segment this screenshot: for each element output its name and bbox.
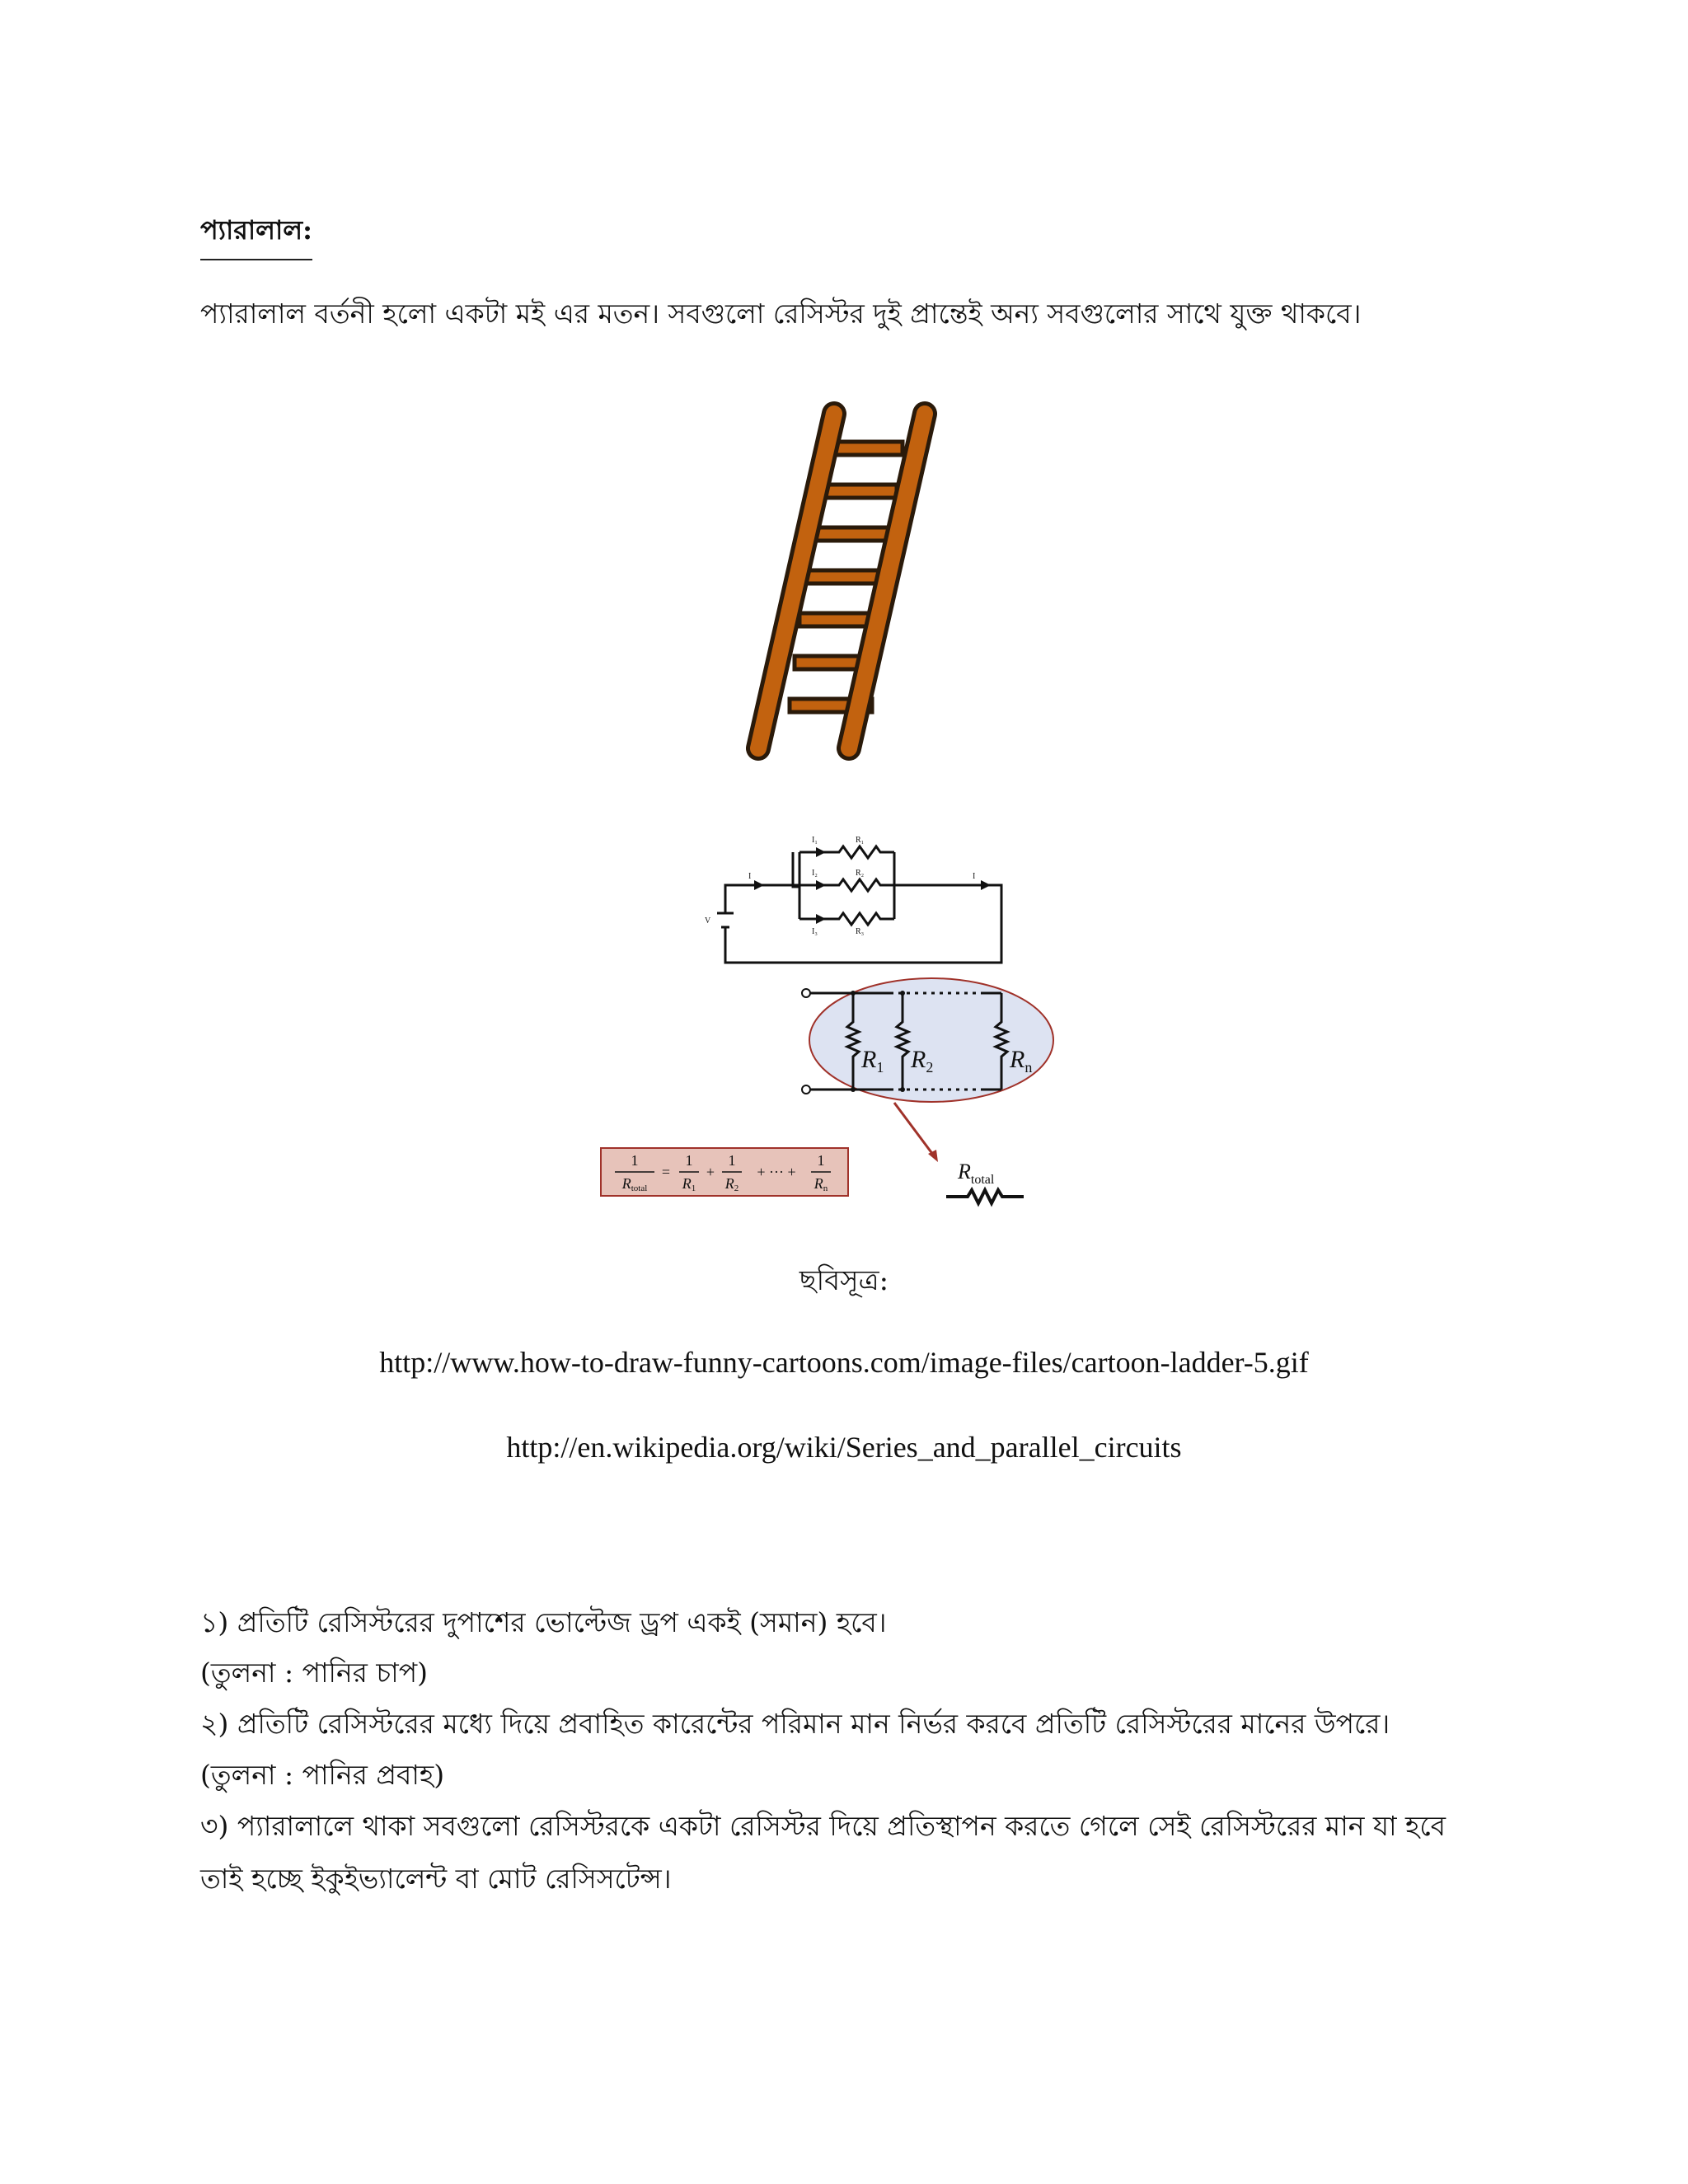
svg-text:1: 1 — [685, 1152, 693, 1169]
svg-text:R1: R1 — [682, 1175, 696, 1193]
label-I-right: I — [973, 872, 976, 881]
label-I1: I₁ — [812, 836, 818, 845]
source-link-ladder[interactable]: http://www.how-to-draw-funny-cartoons.com/image-files/cartoon-ladder-5.gif — [379, 1346, 1309, 1379]
point-1: ১) প্রতিটি রেসিস্টরের দুপাশের ভোল্টেজ ড্রপ একই (সমান) হবে। — [200, 1606, 887, 1638]
svg-text:R2: R2 — [724, 1175, 739, 1193]
label-V: V — [705, 916, 711, 926]
svg-text:1: 1 — [817, 1152, 825, 1169]
equiv-arrow — [894, 1103, 935, 1158]
label-I2: I₂ — [812, 869, 818, 878]
ladder-illustration — [734, 396, 948, 766]
point-3: ৩) প্যারালালে থাকা সবগুলো রেসিস্টরকে একটা রেসিস্টর দিয়ে প্রতিস্থাপন করতে গেলে সেই রেসিস্টরের মান যা হবে — [200, 1810, 1446, 1842]
svg-text:+ ··· +: + ··· + — [757, 1164, 796, 1180]
section-heading: প্যারালাল: — [200, 209, 312, 260]
parallel-schematic — [717, 846, 1001, 963]
label-R3-top: R₃ — [856, 927, 865, 936]
label-I-left: I — [748, 872, 752, 881]
equivalent-ellipse — [809, 978, 1053, 1102]
point-2: ২) প্রতিটি রেসিস্টরের মধ্যে দিয়ে প্রবাহিত কারেন্টের পরিমান মান নির্ভর করবে প্রতিটি রেসিস্টরের মানের উপরে। — [200, 1708, 1390, 1740]
ladder-rung — [809, 527, 892, 541]
label-R1-top: R₁ — [856, 836, 865, 845]
svg-text:+: + — [706, 1164, 715, 1180]
svg-text:1: 1 — [728, 1152, 736, 1169]
source-link-wikipedia[interactable]: http://en.wikipedia.org/wiki/Series_and_parallel_circuits — [506, 1431, 1182, 1464]
rtotal-resistor-icon — [946, 1190, 1024, 1203]
label-R2-top: R₂ — [856, 869, 865, 878]
svg-text:Rn: Rn — [814, 1175, 828, 1193]
rtotal-label: $R_{total}$ — [958, 1160, 995, 1187]
equiv-label-R1: $R_1$ — [861, 1046, 884, 1076]
equiv-label-R2: $R_2$ — [911, 1046, 934, 1076]
svg-text:=: = — [661, 1164, 671, 1180]
point-1-comparison: (তুলনা : পানির চাপ) — [200, 1657, 428, 1689]
point-2-comparison: (তুলনা : পানির প্রবাহ) — [200, 1759, 445, 1791]
equiv-label-Rn: $R_n$ — [1010, 1046, 1033, 1076]
intro-paragraph: প্যারালাল বর্তনী হলো একটা মই এর মতন। সবগুলো রেসিস্টর দুই প্রান্তেই অন্য সবগুলোর সাথে যুক্ত থাকবে। — [200, 298, 1362, 330]
label-I3: I₃ — [812, 927, 818, 936]
point-3-continued: তাই হচ্ছে ইকুইভ্যালেন্ট বা মোট রেসিসটেন্স। — [200, 1863, 672, 1895]
svg-text:1: 1 — [631, 1152, 639, 1169]
image-source-label: ছবিসূত্র: — [799, 1264, 889, 1297]
parallel-formula — [600, 1147, 849, 1197]
svg-text:Rtotal: Rtotal — [621, 1175, 648, 1193]
